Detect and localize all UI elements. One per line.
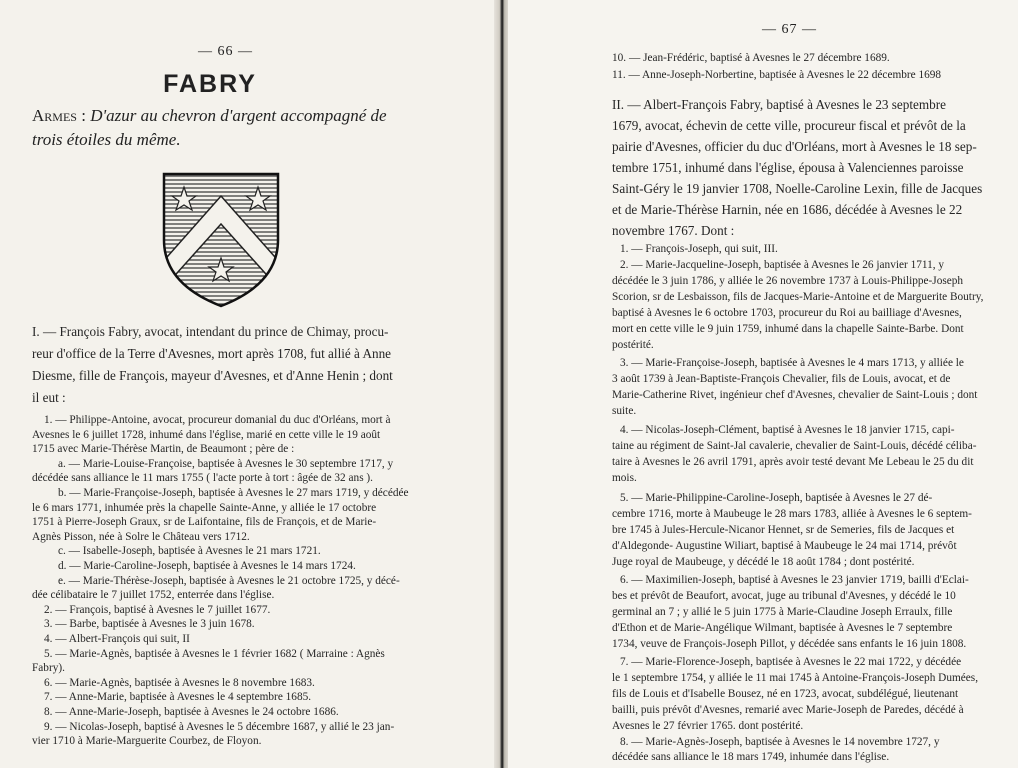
entry-line: cembre 1716, morte à Maubeuge le 28 mars 1783, alliée à Avesnes le 6 septem- [612,508,972,520]
entry-line: 10. — Jean-Frédéric, baptisé à Avesnes le 27 décembre 1689. [612,52,890,64]
entry-line: 8. — Marie-Agnès-Joseph, baptisée à Avesnes le 14 novembre 1727, y [620,736,940,748]
right-page [508,0,1018,768]
entry-line: 2. — Marie-Jacqueline-Joseph, baptisée à Avesnes le 26 janvier 1711, y [620,259,945,271]
entry-line: décédée sans alliance le 18 mars 1749, inhumée dans l'église. [612,751,890,763]
entry-line: 4. — Albert-François qui suit, II [44,633,190,645]
entry-line: bes et prévôt de Beaufort, avocat, juge au tribunal d'Avesnes, y décédé le 10 [612,590,956,602]
entry-line: 11. — Anne-Joseph-Norbertine, baptisée à Avesnes le 22 décembre 1698 [612,69,942,81]
entry-line: 7. — Marie-Florence-Joseph, baptisée à Avesnes le 22 mai 1722, y décédée [620,656,962,668]
intro-line: I. — François Fabry, avocat, intendant du prince de Chimay, procu- [32,324,389,339]
entry-line: postérité. [612,339,654,351]
section-ii-line: Saint-Géry le 19 janvier 1708, Noelle-Caroline Lexin, fille de Jacques [612,181,983,196]
coat-of-arms-description [32,104,432,152]
section-ii-line: 1679, avocat, échevin de cette ville, procureur fiscal et prévôt de la [612,118,966,133]
entry-line: 6. — Marie-Agnès, baptisée à Avesnes le 8 novembre 1683. [44,676,315,689]
intro-line: Diesme, fille de François, mayeur d'Avesnes, et d'Anne Henin ; dont [32,368,393,383]
entry-line: Marie-Catherine Rivet, ingénieur chef d'Avesnes, chevalier de Saint-Louis ; dont [612,389,978,401]
entry-line: le 1 septembre 1754, y alliée le 11 mai 1745 à Antoine-François-Joseph Dumées, [612,672,979,684]
entry-line: 1751 à Pierre-Joseph Graux, sr de Laifontaine, fils de François, et de Marie- [32,516,377,529]
entry-line: Avesnes le 27 février 1765. dont postérité. [612,720,804,732]
entry-line: c. — Isabelle-Joseph, baptisée à Avesnes le 21 mars 1721. [58,545,321,558]
entry-line: décédée le 3 juin 1786, y alliée le 26 novembre 1737 à Louis-Philippe-Joseph [612,275,964,287]
entry-line: d'Aldegonde- Augustine Wiliart, baptisé à Maubeuge le 24 mai 1714, prévôt [612,540,957,552]
section-ii-line: pairie d'Avesnes, officier du duc d'Orléans, mort à Avesnes le 18 sep- [612,139,977,154]
entry-line: 6. — Maximilien-Joseph, baptisé à Avesnes le 23 janvier 1719, bailli d'Eclai- [620,574,969,586]
entry-line: germinal an 7 ; y allié le 5 juin 1775 à Marie-Claudine Joseph Erraulx, fille [612,606,953,618]
entry-line: b. — Marie-Françoise-Joseph, baptisée à Avesnes le 27 mars 1719, y décédée [58,487,409,499]
entry-line: d. — Marie-Caroline-Joseph, baptisée à Avesnes le 14 mars 1724. [58,560,356,572]
entry-line-overflow-a: 9. — Nicolas-Joseph, baptisé à Avesnes le 5 décembre 1687, y allié le 23 jan- [44,720,395,733]
section-ii-line: et de Marie-Thérèse Harnin, née en 1686, décédée à Avesnes le 22 [612,202,963,217]
entry-line: d'Ethon et de Marie-Angélique Wilmant, baptisée à Avesnes le 7 septembre [612,622,953,634]
entry-line: décédée sans alliance le 11 mars 1755 ( l'acte porte à tort : âgée de 32 ans ). [32,472,374,485]
entry-line: Scorion, sr de Lesbaisson, fils de Jacques-Marie-Antoine et de Marguerite Boutry, [612,291,984,303]
entry-line: 3. — Barbe, baptisée à Avesnes le 3 juin 1678. [44,618,255,631]
section-ii-line: tembre 1751, inhumé dans l'église, épousa à Valenciennes paroisse [612,160,964,175]
entry-line: bre 1745 à Jules-Hercule-Nicanor Hennet, sr de Semeries, fils de Jacques et [612,524,955,536]
entry-line: Agnès Pisson, née à Solre le Château vers 1712. [32,530,250,543]
entry-line: Juge royal de Maubeuge, y décédé le 18 août 1784 ; dont postérité. [612,556,915,568]
entry-line: Avesnes le 6 juillet 1728, inhumé dans l'église, marié en cette ville le 19 août [32,428,381,441]
intro-line: il eut : [32,390,66,405]
entry-line: taine au régiment de Saint-Jal cavalerie, chevalier de Saint-Louis, décédé céliba- [612,440,977,452]
intro-line: reur d'office de la Terre d'Avesnes, mort après 1708, fut allié à Anne [32,346,392,361]
entry-line: 1. — Philippe-Antoine, avocat, procureur domanial du duc d'Orléans, mort à [44,414,391,426]
entry-line: suite. [612,405,637,417]
entry-line: 3. — Marie-Françoise-Joseph, baptisée à Avesnes le 4 mars 1713, y alliée le [620,357,964,369]
coat-of-arms-shield-icon [160,170,282,310]
entry-line: 5. — Marie-Agnès, baptisée à Avesnes le 1 février 1682 ( Marraine : Agnès [44,647,385,660]
armes-label: Armes : [32,106,86,125]
page-number-66: — 66 — [198,44,253,59]
entry-line: taire à Avesnes le 26 avril 1791, après avoir testé devant Me Lebeau le 25 du dit [612,456,974,468]
left-page [0,0,498,768]
entry-line: 1734, veuve de François-Joseph Pillot, y décédée sans enfants le 16 juin 1808. [612,638,967,650]
entry-line: e. — Marie-Thérèse-Joseph, baptisée à Avesnes le 21 octobre 1725, y décé- [58,574,400,587]
entry-line: mort en cette ville le 9 juin 1759, inhumé dans la chapelle Sainte-Barbe. Dont [612,323,964,335]
entry-line: mois. [612,472,637,484]
entry-line: le 6 mars 1771, inhumée près la chapelle Sainte-Anne, y alliée le 17 octobre [32,501,377,514]
entry-line: 8. — Anne-Marie-Joseph, baptisée à Avesnes le 24 octobre 1686. [44,706,339,718]
entry-line: 7. — Anne-Marie, baptisée à Avesnes le 4 septembre 1685. [44,691,312,704]
entry-line: 5. — Marie-Philippine-Caroline-Joseph, baptisée à Avesnes le 27 dé- [620,492,933,504]
entry-line: 2. — François, baptisé à Avesnes le 7 juillet 1677. [44,603,271,616]
entry-line: a. — Marie-Louise-Françoise, baptisée à Avesnes le 30 septembre 1717, y [58,457,394,470]
entry-line: 1715 avec Marie-Thérèse Martin, de Beaumont ; père de : [32,443,295,456]
section-ii-line: II. — Albert-François Fabry, baptisé à Avesnes le 23 septembre [612,97,946,112]
entry-line: dée célibataire le 7 juillet 1752, enterrée dans l'église. [32,589,275,602]
armes-line-1: D'azur au chevron d'argent accompagné de [90,106,387,125]
entry-line: 4. — Nicolas-Joseph-Clément, baptisé à Avesnes le 18 janvier 1715, capi- [620,424,955,436]
entry-line: 3 août 1739 à Jean-Baptiste-François Chevalier, fils de Louis, avocat, et de [612,373,951,385]
armes-line-2: trois étoiles du même. [32,130,181,149]
entry-line: fils de Louis et d'Isabelle Bousez, né en 1723, avocat, subdélégué, lieutenant [612,688,959,700]
entry-line: 1. — François-Joseph, qui suit, III. [620,243,778,255]
family-title: FABRY [163,70,257,98]
entry-line: Fabry). [32,662,65,675]
page-number-67: — 67 — [762,22,817,37]
entry-line-overflow-b: vier 1710 à Marie-Marguerite Courbez, de Floyon. [32,735,262,748]
entry-line: bailli, puis prévôt d'Avesnes, remarié avec Marie-Joseph de Paredes, décédé à [612,704,964,716]
entry-line: baptisé à Avesnes le 6 octobre 1703, procureur du Roi au bailliage d'Avesnes, [612,307,962,319]
section-ii-line: novembre 1767. Dont : [612,223,735,238]
